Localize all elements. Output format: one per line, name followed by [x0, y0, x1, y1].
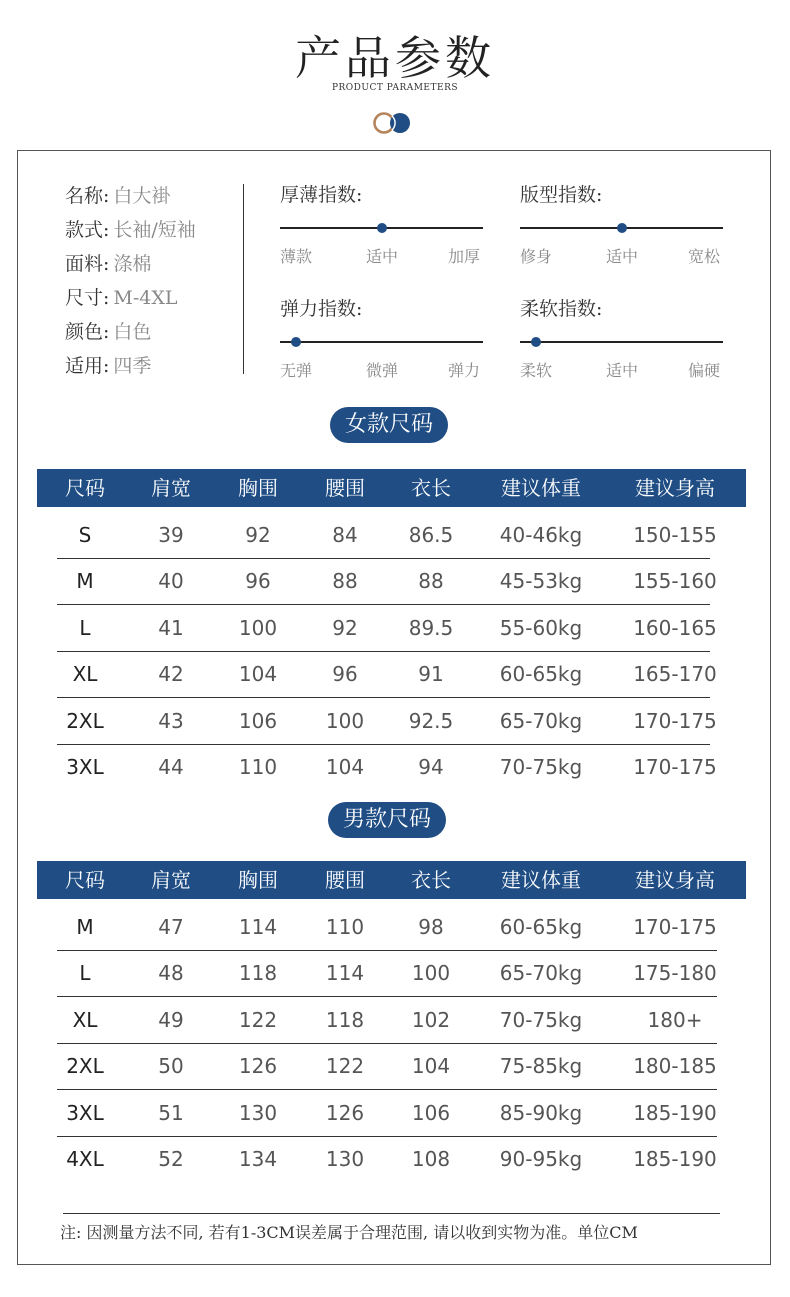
index-scale-label: 加厚 [448, 247, 481, 266]
logo-circles-icon [371, 110, 413, 136]
table-row [0, 1043, 790, 1089]
info-label: 名称: [65, 185, 110, 207]
value-cell: 70-75kg [499, 755, 583, 779]
index-title: 弹力指数: [280, 298, 363, 320]
value-cell: 65-70kg [499, 961, 583, 986]
info-divider [243, 184, 244, 374]
value-cell: 118 [238, 961, 278, 986]
value-cell: 104 [411, 1054, 451, 1079]
info-row [65, 215, 196, 245]
info-row [65, 283, 178, 313]
value-cell: 170-175 [633, 915, 717, 939]
value-cell: 91 [418, 662, 444, 687]
value-cell: 92.5 [408, 708, 454, 733]
index-title: 柔软指数: [520, 298, 603, 320]
value-cell: 130 [325, 1147, 365, 1171]
info-label: 颜色: [65, 321, 110, 343]
table-row [0, 651, 790, 697]
value-cell: 126 [238, 1054, 278, 1079]
value-cell: 102 [411, 1007, 451, 1032]
table-row [0, 1090, 790, 1136]
value-cell: 114 [238, 915, 278, 939]
value-cell: 85-90kg [499, 1100, 583, 1125]
info-row [65, 249, 151, 279]
info-value: 白大褂 [113, 185, 171, 207]
value-cell: 96 [245, 569, 271, 594]
info-value: 长袖/短袖 [113, 219, 196, 241]
table-row [0, 904, 790, 950]
value-cell: 60-65kg [499, 662, 583, 687]
info-row [65, 181, 170, 211]
index-scale-label: 无弹 [280, 361, 313, 380]
value-cell: 130 [238, 1100, 278, 1125]
index-scale-line [520, 341, 723, 343]
value-cell: 44 [158, 755, 184, 779]
value-cell: 42 [158, 662, 184, 687]
value-cell: 175-180 [633, 961, 717, 986]
value-cell: 89.5 [408, 615, 454, 640]
size-cell: 3XL [66, 1100, 104, 1125]
table-row [0, 605, 790, 651]
index-scale-label: 宽松 [688, 247, 721, 266]
size-cell: XL [72, 662, 98, 687]
value-cell: 70-75kg [499, 1007, 583, 1032]
value-cell: 122 [325, 1054, 365, 1079]
value-cell: 126 [325, 1100, 365, 1125]
index-scale-label: 修身 [520, 247, 553, 266]
value-cell: 40 [158, 569, 184, 594]
size-cell: 2XL [66, 708, 104, 733]
value-cell: 106 [238, 708, 278, 733]
column-header: 建议体重 [501, 868, 581, 892]
index-title: 厚薄指数: [280, 184, 363, 206]
size-cell: S [78, 523, 92, 547]
value-cell: 100 [238, 615, 278, 640]
table-header [37, 469, 746, 507]
column-header: 腰围 [325, 476, 365, 500]
value-cell: 48 [158, 961, 184, 986]
value-cell: 65-70kg [499, 708, 583, 733]
value-cell: 47 [158, 915, 184, 939]
value-cell: 45-53kg [499, 569, 583, 594]
info-row [65, 351, 151, 381]
column-header: 衣长 [411, 868, 451, 892]
info-value: 涤棉 [113, 253, 152, 275]
women-size-badge: 女款尺码 [330, 407, 448, 443]
men-size-badge: 男款尺码 [328, 802, 446, 838]
value-cell: 106 [411, 1100, 451, 1125]
value-cell: 150-155 [633, 523, 717, 547]
size-cell: M [76, 569, 94, 594]
column-header: 肩宽 [151, 476, 191, 500]
value-cell: 40-46kg [499, 523, 583, 547]
value-cell: 104 [325, 755, 365, 779]
info-label: 适用: [65, 355, 110, 377]
value-cell: 180-185 [633, 1054, 717, 1079]
value-cell: 92 [245, 523, 271, 547]
value-cell: 43 [158, 708, 184, 733]
column-header: 胸围 [238, 868, 278, 892]
note-divider [63, 1213, 720, 1214]
value-cell: 90-95kg [499, 1147, 583, 1171]
value-cell: 170-175 [633, 755, 717, 779]
info-label: 款式: [65, 219, 110, 241]
table-header [37, 861, 746, 899]
info-label: 面料: [65, 253, 110, 275]
value-cell: 49 [158, 1007, 184, 1032]
index-scale-label: 弹力 [448, 361, 481, 380]
index-scale-label: 适中 [606, 247, 639, 266]
size-cell: L [79, 961, 91, 986]
index-marker-dot [531, 337, 541, 347]
size-cell: L [79, 615, 91, 640]
value-cell: 122 [238, 1007, 278, 1032]
value-cell: 55-60kg [499, 615, 583, 640]
column-header: 衣长 [411, 476, 451, 500]
column-header: 尺码 [65, 868, 105, 892]
value-cell: 51 [158, 1100, 184, 1125]
value-cell: 180+ [647, 1007, 703, 1032]
value-cell: 134 [238, 1147, 278, 1171]
value-cell: 84 [332, 523, 358, 547]
value-cell: 60-65kg [499, 915, 583, 939]
value-cell: 86.5 [408, 523, 454, 547]
table-row [0, 698, 790, 744]
column-header: 肩宽 [151, 868, 191, 892]
page-title: 产品参数 [295, 31, 495, 85]
index-scale-label: 偏硬 [688, 361, 721, 380]
value-cell: 165-170 [633, 662, 717, 687]
column-header: 腰围 [325, 868, 365, 892]
size-cell: XL [72, 1007, 98, 1032]
index-scale-line [280, 341, 483, 343]
index-marker-dot [377, 223, 387, 233]
value-cell: 170-175 [633, 708, 717, 733]
table-row [0, 512, 790, 558]
column-header: 尺码 [65, 476, 105, 500]
size-cell: 2XL [66, 1054, 104, 1079]
column-header: 建议体重 [501, 476, 581, 500]
info-row [65, 317, 151, 347]
column-header: 建议身高 [635, 476, 715, 500]
index-scale-label: 适中 [606, 361, 639, 380]
size-cell: M [76, 915, 94, 939]
index-marker-dot [291, 337, 301, 347]
index-title: 版型指数: [520, 184, 603, 206]
value-cell: 88 [418, 569, 444, 594]
value-cell: 108 [411, 1147, 451, 1171]
size-cell: 4XL [66, 1147, 104, 1171]
index-marker-dot [617, 223, 627, 233]
value-cell: 52 [158, 1147, 184, 1171]
value-cell: 100 [325, 708, 365, 733]
page-subtitle: PRODUCT PARAMETERS [331, 83, 459, 93]
value-cell: 94 [418, 755, 444, 779]
table-row [0, 997, 790, 1043]
size-cell: 3XL [66, 755, 104, 779]
value-cell: 118 [325, 1007, 365, 1032]
value-cell: 110 [238, 755, 278, 779]
value-cell: 39 [158, 523, 184, 547]
value-cell: 104 [238, 662, 278, 687]
table-row [0, 1136, 790, 1182]
value-cell: 110 [325, 915, 365, 939]
info-value: 四季 [113, 355, 152, 377]
value-cell: 155-160 [633, 569, 717, 594]
value-cell: 185-190 [633, 1100, 717, 1125]
table-row [0, 950, 790, 996]
info-value: 白色 [113, 321, 152, 343]
value-cell: 50 [158, 1054, 184, 1079]
value-cell: 92 [332, 615, 358, 640]
value-cell: 100 [411, 961, 451, 986]
value-cell: 41 [158, 615, 184, 640]
value-cell: 75-85kg [499, 1054, 583, 1079]
info-label: 尺寸: [65, 287, 110, 309]
value-cell: 98 [418, 915, 444, 939]
index-scale-label: 柔软 [520, 361, 553, 380]
index-scale-label: 微弹 [366, 361, 399, 380]
column-header: 建议身高 [635, 868, 715, 892]
table-row [0, 558, 790, 604]
footnote: 注: 因测量方法不同, 若有1-3CM误差属于合理范围, 请以收到实物为准。单位CM [60, 1223, 638, 1242]
value-cell: 114 [325, 961, 365, 986]
value-cell: 185-190 [633, 1147, 717, 1171]
value-cell: 160-165 [633, 615, 717, 640]
value-cell: 88 [332, 569, 358, 594]
index-scale-label: 薄款 [280, 247, 313, 266]
value-cell: 96 [332, 662, 358, 687]
index-scale-label: 适中 [366, 247, 399, 266]
column-header: 胸围 [238, 476, 278, 500]
table-row [0, 744, 790, 790]
info-value: M-4XL [113, 287, 178, 309]
